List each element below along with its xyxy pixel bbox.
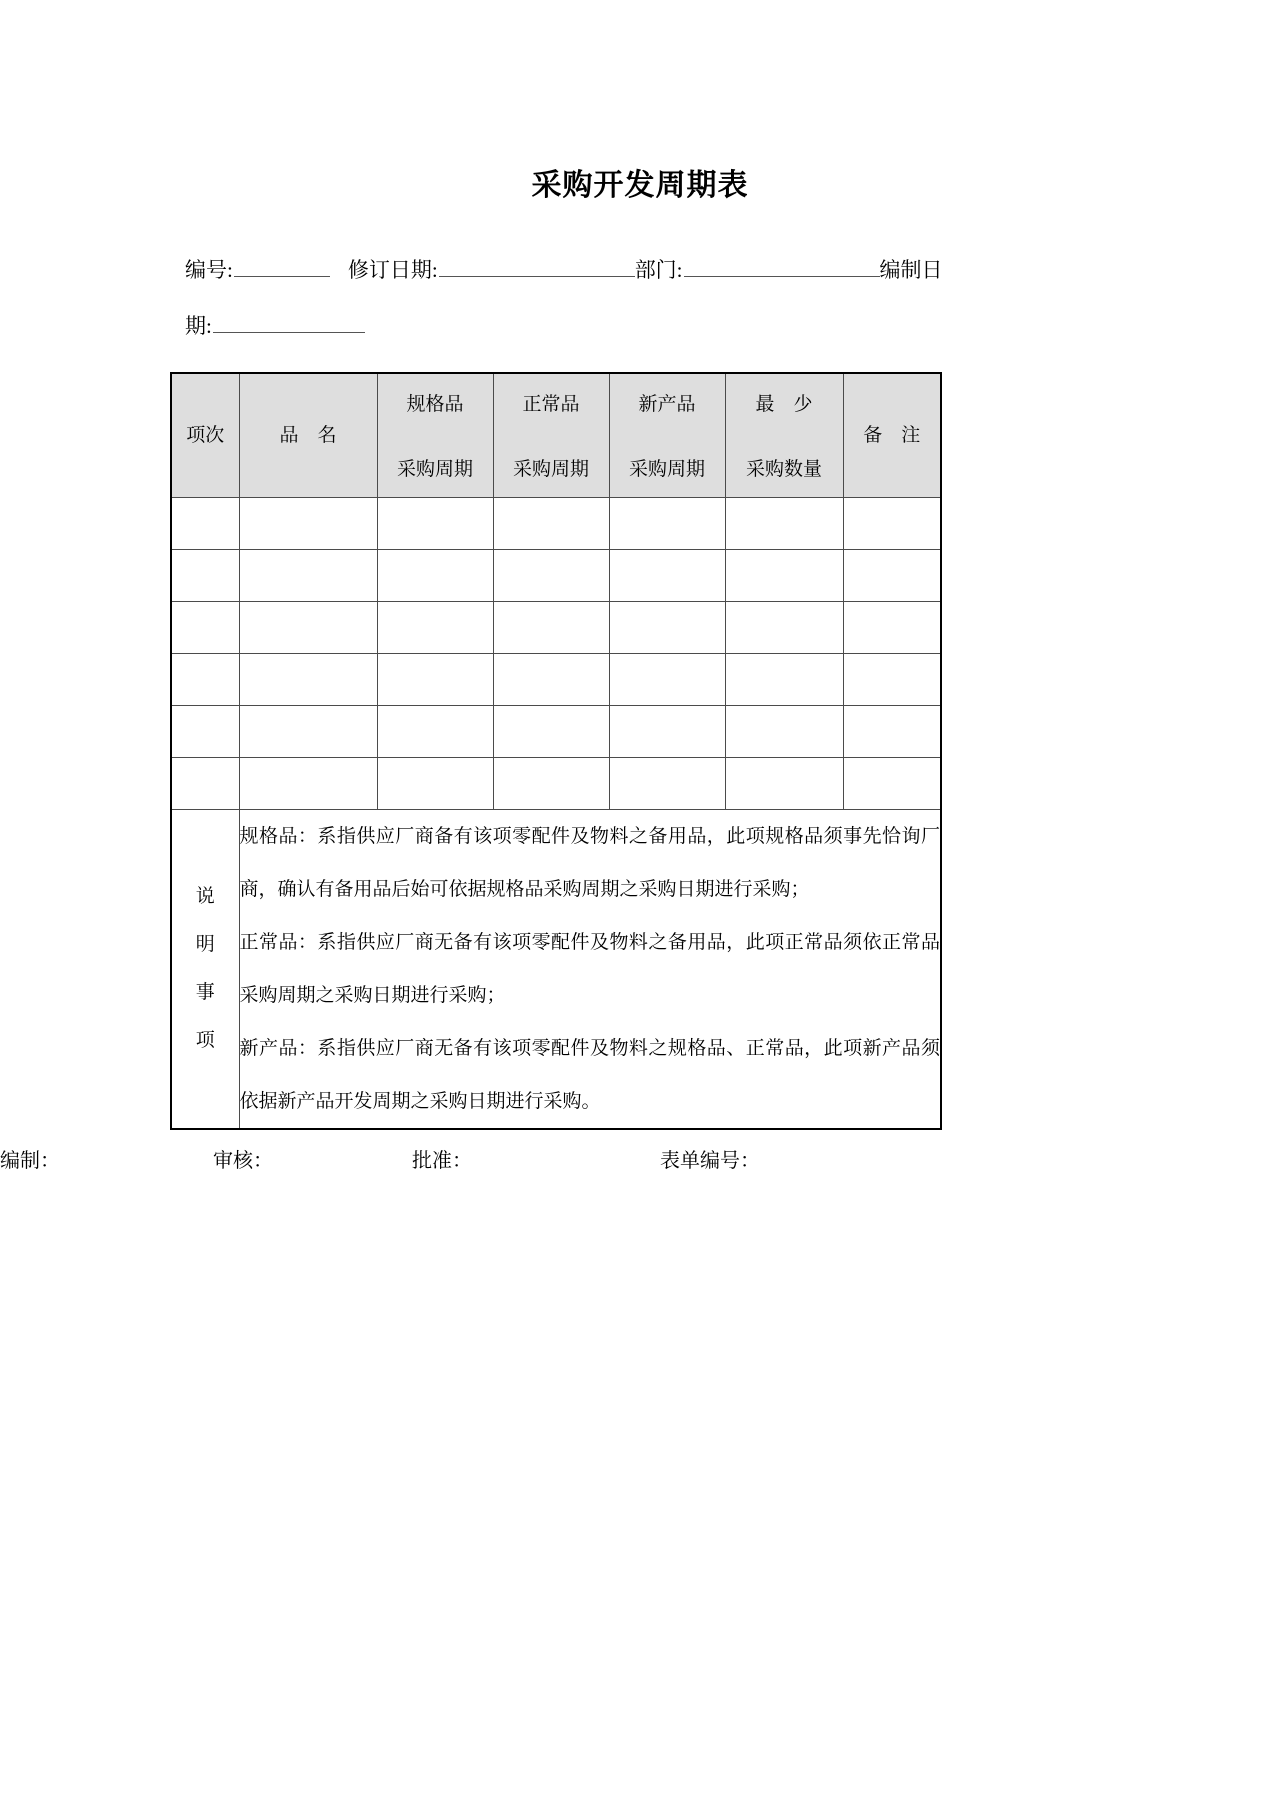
cell-new-cycle[interactable] (609, 706, 725, 758)
notes-label-char-3: 事 (195, 982, 215, 1003)
column-header-min-qty (725, 373, 843, 498)
cell-product-name[interactable] (239, 758, 377, 810)
footer-reviewed-by: 审核： (213, 1150, 273, 1172)
table-row[interactable] (171, 498, 941, 550)
cell-remark[interactable] (843, 550, 941, 602)
revision-date-label: 修订日期: (347, 258, 438, 282)
column-header-normal-cycle-bottom: 采购周期 (512, 458, 589, 480)
column-header-index-label: 项次 (186, 425, 225, 446)
cell-spec-cycle[interactable] (377, 550, 493, 602)
table-row[interactable] (171, 602, 941, 654)
prepared-date-label-part1: 编制日 (879, 258, 943, 282)
cell-index[interactable] (171, 758, 239, 810)
cell-new-cycle[interactable] (609, 550, 725, 602)
cell-min-qty[interactable] (725, 550, 843, 602)
doc-number-label: 编号: (185, 258, 233, 282)
cell-product-name[interactable] (239, 602, 377, 654)
header-meta-line-1 (185, 242, 1120, 298)
cell-new-cycle[interactable] (609, 498, 725, 550)
column-header-spec-cycle-top: 规格品 (406, 393, 464, 415)
notes-row (171, 810, 941, 1130)
footer-signature-row (0, 1144, 1280, 1180)
cell-spec-cycle[interactable] (377, 706, 493, 758)
cell-normal-cycle[interactable] (493, 654, 609, 706)
cell-product-name[interactable] (239, 706, 377, 758)
cell-spec-cycle[interactable] (377, 602, 493, 654)
notes-label-char-1: 说 (195, 886, 215, 907)
cell-spec-cycle[interactable] (377, 758, 493, 810)
footer-approved-by: 批准： (412, 1150, 472, 1172)
cell-spec-cycle[interactable] (377, 498, 493, 550)
cell-min-qty[interactable] (725, 758, 843, 810)
table-row[interactable] (171, 654, 941, 706)
cell-index[interactable] (171, 498, 239, 550)
cell-product-name[interactable] (239, 498, 377, 550)
department-label: 部门: (634, 258, 683, 282)
notes-paragraph-new: 新产品：系指供应厂商无备有该项零配件及物料之规格品、正常品，此项新产品须依据新产品开发周期之采购日期进行采购。 (239, 1038, 940, 1112)
department-blank[interactable] (684, 259, 880, 277)
cell-spec-cycle[interactable] (377, 654, 493, 706)
column-header-spec-cycle (377, 373, 493, 498)
footer-prepared-by: 编制： (0, 1150, 60, 1172)
table-row[interactable] (171, 706, 941, 758)
column-header-new-cycle-bottom: 采购周期 (628, 458, 705, 480)
page-title: 采购开发周期表 (531, 169, 749, 202)
column-header-new-cycle (609, 373, 725, 498)
cell-min-qty[interactable] (725, 706, 843, 758)
table-row[interactable] (171, 758, 941, 810)
column-header-remark (843, 373, 941, 498)
column-header-index (171, 373, 239, 498)
notes-paragraph-spec: 规格品：系指供应厂商备有该项零配件及物料之备用品，此项规格品须事先恰询厂商，确认有备用品后始可依据规格品采购周期之采购日期进行采购； (239, 826, 940, 900)
revision-date-blank[interactable] (439, 259, 635, 277)
cell-min-qty[interactable] (725, 654, 843, 706)
table-header-row (171, 373, 941, 498)
doc-number-blank[interactable] (234, 259, 330, 277)
column-header-remark-label: 备 注 (863, 425, 921, 446)
cell-index[interactable] (171, 602, 239, 654)
cycle-table-wrapper (0, 372, 1280, 1130)
cell-remark[interactable] (843, 758, 941, 810)
column-header-min-qty-bottom: 采购数量 (745, 458, 822, 480)
notes-label-cell (171, 810, 239, 1130)
cell-new-cycle[interactable] (609, 602, 725, 654)
cell-min-qty[interactable] (725, 498, 843, 550)
header-meta-block (0, 204, 1280, 354)
cell-min-qty[interactable] (725, 602, 843, 654)
cell-product-name[interactable] (239, 654, 377, 706)
notes-body-cell (239, 810, 941, 1130)
cell-normal-cycle[interactable] (493, 602, 609, 654)
column-header-normal-cycle-top: 正常品 (522, 393, 580, 415)
table-body (171, 498, 941, 1130)
cell-normal-cycle[interactable] (493, 706, 609, 758)
header-meta-line-2 (185, 298, 1120, 354)
cell-remark[interactable] (843, 706, 941, 758)
column-header-product-name (239, 373, 377, 498)
prepared-date-blank[interactable] (213, 315, 365, 333)
notes-paragraph-normal: 正常品：系指供应厂商无备有该项零配件及物料之备用品，此项正常品须依正常品采购周期之采购日期进行采购； (239, 932, 940, 1006)
cell-index[interactable] (171, 706, 239, 758)
cell-index[interactable] (171, 654, 239, 706)
footer-form-number: 表单编号： (660, 1150, 760, 1172)
column-header-spec-cycle-bottom: 采购周期 (396, 458, 473, 480)
cell-normal-cycle[interactable] (493, 498, 609, 550)
notes-label-char-4: 项 (195, 1030, 215, 1051)
notes-label-char-2: 明 (195, 934, 215, 955)
prepared-date-label-part2: 期: (185, 314, 212, 338)
cell-remark[interactable] (843, 498, 941, 550)
table-row[interactable] (171, 550, 941, 602)
column-header-new-cycle-top: 新产品 (638, 393, 696, 415)
cell-normal-cycle[interactable] (493, 758, 609, 810)
cell-index[interactable] (171, 550, 239, 602)
column-header-normal-cycle (493, 373, 609, 498)
table-header (171, 373, 941, 498)
column-header-product-name-label: 品 名 (279, 425, 337, 446)
cell-remark[interactable] (843, 602, 941, 654)
cell-new-cycle[interactable] (609, 654, 725, 706)
purchase-cycle-table (170, 372, 942, 1130)
column-header-min-qty-top: 最 少 (755, 393, 813, 415)
cell-remark[interactable] (843, 654, 941, 706)
cell-normal-cycle[interactable] (493, 550, 609, 602)
cell-product-name[interactable] (239, 550, 377, 602)
cell-new-cycle[interactable] (609, 758, 725, 810)
